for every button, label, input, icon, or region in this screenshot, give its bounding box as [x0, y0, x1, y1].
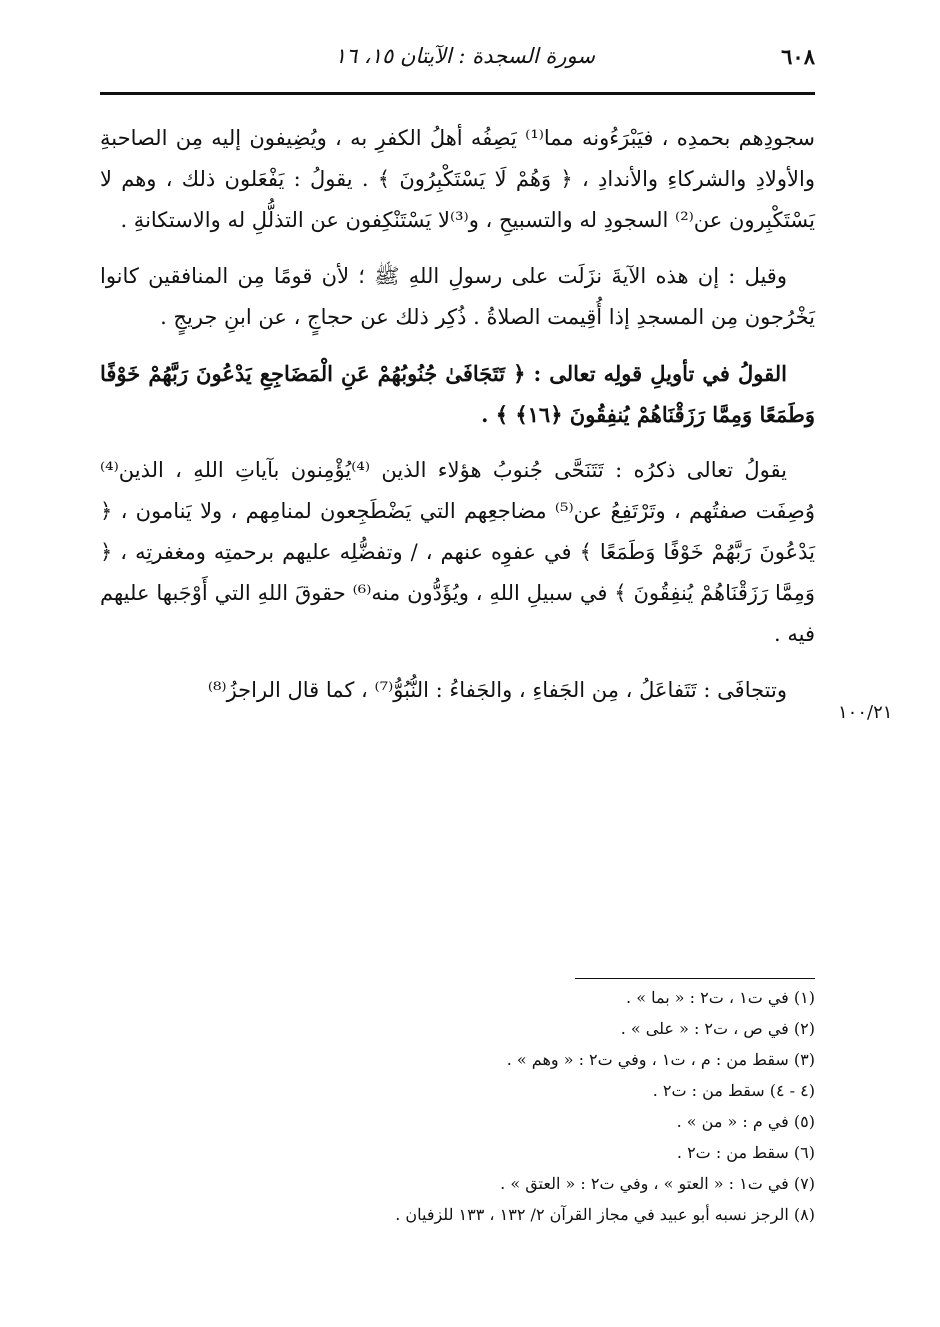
paragraph: يقولُ تعالى ذكرُه : تَتَنَحَّى جُنوبُ هؤلاء الذين ⁽⁴⁾يُؤْمِنون بآياتِ اللهِ ، الذين⁽⁴⁾ وُصِفَت صفتُهم ، وتَرْتَفِعُ عن⁽⁵⁾ مضاجعِهم التي يَضْطَجِعون لمنامِهم ، ولا يَنامون ، ﴿ يَدْعُونَ رَبَّهُمْ خَوْفًا وَطَمَعًا ﴾ في عفوِه عنهم ، / وتفضُّلِه عليهم برحمتِه ومغفرتِه ، ﴿ وَمِمَّا رَزَقْنَاهُمْ يُنفِقُونَ ﴾ في سبيلِ اللهِ ، ويُؤَدُّون منه⁽⁶⁾ حقوقَ اللهِ التي أَوْجَبها عليهم فيه . [100, 458, 815, 646]
margin-page-reference: ١٠٠/٢١ [838, 702, 893, 723]
footnote: (٤ - ٤) سقط من : ت٢ . [652, 1081, 815, 1100]
footnote: (٧) في ت١ : « العتو » ، وفي ت٢ : « العتق » . [500, 1174, 815, 1193]
verse-heading: القولُ في تأويلِ قولِه تعالى : ﴿ تَتَجَافَىٰ جُنُوبُهُمْ عَنِ الْمَضَاجِعِ يَدْعُونَ رَبَّهُمْ خَوْفًا وَطَمَعًا وَمِمَّا رَزَقْنَاهُمْ يُنفِقُونَ ﴿١٦﴾ ﴾ . [100, 361, 815, 427]
footnote: (٦) سقط من : ت٢ . [676, 1143, 815, 1162]
footnote: (١) في ت١ ، ت٢ : « بما » . [626, 988, 815, 1007]
page-number: ٦٠٨ [781, 44, 815, 69]
header-rule [100, 92, 815, 95]
running-header [100, 44, 815, 80]
footnote: (٥) في م : « من » . [676, 1112, 815, 1131]
footnotes [300, 982, 815, 1230]
footnote: (٨) الرجز نسبه أبو عبيد في مجاز القرآن ٢/ ١٣٢ ، ١٣٣ للزفيان . [395, 1205, 815, 1224]
main-text [100, 118, 815, 908]
footnote: (٣) سقط من : م ، ت١ ، وفي ت٢ : « وهم » . [506, 1050, 815, 1069]
footnote-rule [575, 978, 815, 979]
chapter-title: سورة السجدة : الآيتان ١٥، ١٦ [334, 44, 595, 68]
paragraph: سجودِهم بحمدِه ، فيَبْرَءُونه مما⁽¹⁾ يَصِفُه أهلُ الكفرِ به ، ويُضِيفون إليه مِن الصاحبةِ والأولادِ والشركاءِ والأندادِ ، ﴿ وَهُمْ لَا يَسْتَكْبِرُونَ ﴾ . يقولُ : يَفْعَلون ذلك ، وهم لا يَسْتَكْبِرون عن⁽²⁾ السجودِ له والتسبيحِ ، و⁽³⁾لا يَسْتَنْكِفون عن التذلُّلِ له والاستكانةِ . [100, 126, 815, 232]
paragraph: وقيل : إن هذه الآيةَ نزَلَت على رسولِ اللهِ ﷺ ؛ لأن قومًا مِن المنافقين كانوا يَخْرُجون مِن المسجدِ إذا أُقِيمت الصلاةُ . ذُكِر ذلك عن حجاجٍ ، عن ابنِ جريجٍ . [100, 264, 815, 329]
footnote: (٢) في ص ، ت٢ : « على » . [620, 1019, 815, 1038]
paragraph: وتتجافَى : تَتَفاعَلُ ، مِن الجَفاءِ ، والجَفاءُ : النُّبُوُّ⁽⁷⁾ ، كما قال الراجزُ⁽⁸⁾ [207, 678, 787, 702]
